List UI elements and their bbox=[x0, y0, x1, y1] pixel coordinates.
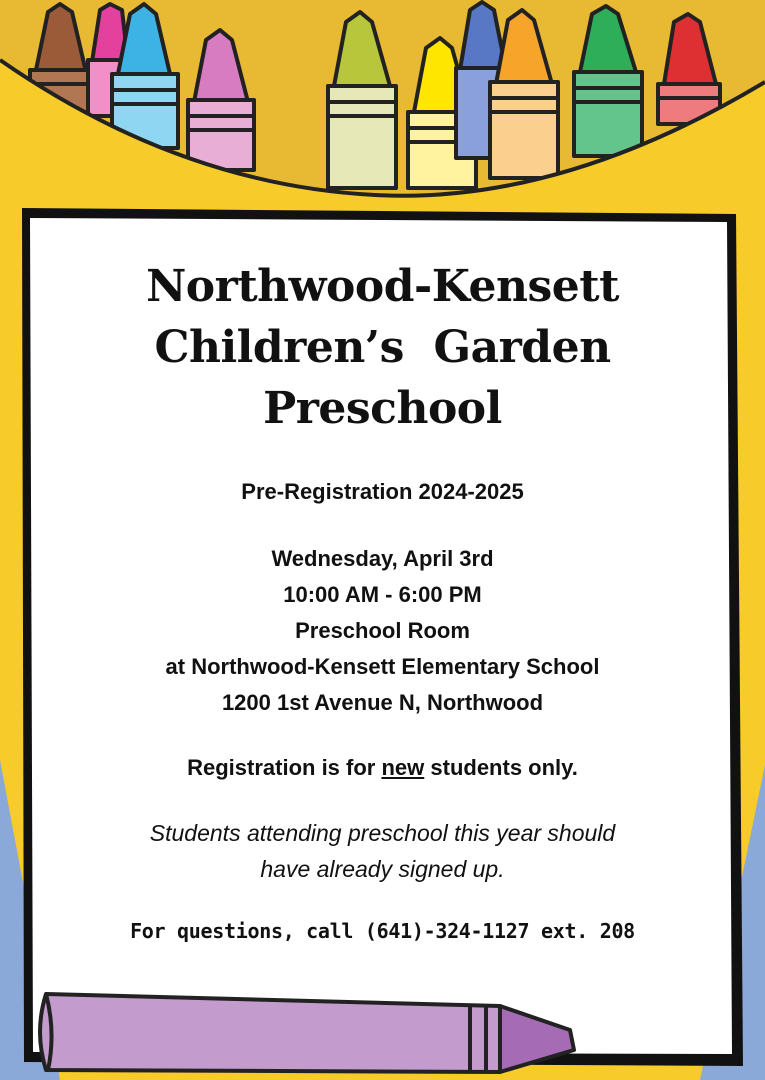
flyer-content bbox=[40, 228, 725, 998]
event-address: 1200 1st Avenue N, Northwood bbox=[221, 690, 544, 715]
note-line-1: Students attending preschool this year should bbox=[149, 820, 616, 846]
contact-info: For questions, call (641)-324-1127 ext. 208 bbox=[130, 919, 635, 943]
registration-emphasis: new bbox=[381, 755, 425, 780]
event-time: 10:00 AM - 6:00 PM bbox=[283, 582, 482, 607]
purple-crayon-icon bbox=[40, 994, 574, 1072]
title-line-3: Preschool bbox=[263, 383, 502, 434]
returning-students-note bbox=[40, 815, 725, 887]
registration-text-before: Registration is for bbox=[187, 755, 382, 780]
title-line-2: Children’s Garden bbox=[154, 322, 611, 373]
event-date: Wednesday, April 3rd bbox=[271, 546, 494, 571]
pre-registration-heading: Pre-Registration 2024-2025 bbox=[241, 479, 524, 504]
event-details bbox=[40, 541, 725, 721]
event-room: Preschool Room bbox=[295, 618, 470, 643]
title bbox=[40, 256, 725, 439]
registration-text-after: students only. bbox=[424, 755, 578, 780]
note-line-2: have already signed up. bbox=[260, 856, 505, 882]
registration-notice bbox=[40, 755, 725, 781]
event-venue: at Northwood-Kensett Elementary School bbox=[165, 654, 600, 679]
title-line-1: Northwood-Kensett bbox=[146, 261, 619, 312]
